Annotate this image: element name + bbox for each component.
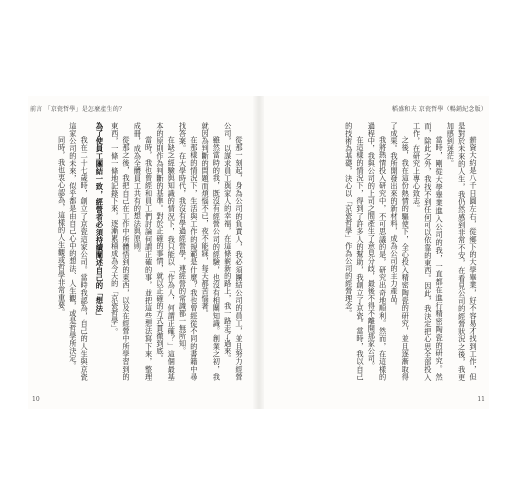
right-page <box>264 96 489 409</box>
paragraph: 從那之後，我把自己在工作中所體悟到的東西，以及在經營中所學習到的東西，一條一條地記錄下來，逐漸累積成為今天的「京瓷哲學」。 <box>110 122 132 381</box>
paragraph: 在這樣的情況下，得到了許多人的幫助，我創立了京瓷。當時，我以自己的技術為基礎，決心以「京瓷哲學」作為公司的經營理念。 <box>344 122 366 381</box>
right-page-number: 11 <box>477 396 485 403</box>
left-running-head: 前言 「京瓷哲學」是怎麼產生的？ <box>30 106 126 113</box>
paragraph: 當時，我也曾經和員工們討論何謂正確的事，並把這些想法寫下來，整理成冊，成為全體員工共有的想法與原則。 <box>133 122 154 381</box>
right-body-text <box>268 122 479 381</box>
left-body-text <box>32 122 245 381</box>
paragraph: 我將熱情投入研究中，不可思議的是，研究出奇地順利。然而，在這樣的過程中，我與公司的上司之間產生了意見分歧，最後不得不離開那家公司。 <box>367 122 388 381</box>
left-page-number: 10 <box>32 396 40 403</box>
paragraph: 從那一刻起，身為公司的負責人，我必須團結公司的員工，並且努力經營公司，以謀求員工與家人的幸福，在這條嶄新的路上，我一路走了過來。 <box>223 122 244 381</box>
section-subheading: 為了使員工團結一致，經營者必須持續闡述自己的「想法」 <box>95 122 105 320</box>
paragraph: 在那樣的情況下，生活與工作的規範是什麼？我也曾經從不同的書籍中尋找答案。在大學時代，我沒有學過經營學，連經營的常識都一無所知。 <box>178 122 199 381</box>
paragraph: 在缺乏經驗與知識的情況下，我只能以「作為人，何謂正確？」這個最基本的原則作為判斷的基準。對於正確的事情，就以正確的方式貫徹到底。 <box>155 122 177 381</box>
right-running-head: 稻盛和夫 京瓷哲學（暢銷紀念版） <box>391 106 487 113</box>
paragraph: 薪資大約是八千日圓左右，從鄉下的大學畢業，好不容易才找到工作，但是對於未來的人生，我仍然感到非常不安，在看見公司的經營狀況之後，我更加感到迷茫。 <box>446 122 478 381</box>
paragraph: 我在二十七歲時，創立了京瓷這家公司。當時我認為，自己的人生與京瓷這家公司的未來，似乎都是由自己心中的想法、人生觀，或是哲學所決定。 <box>68 122 90 381</box>
paragraph: 雖然當時的我，既沒有經營公司的經驗，也沒有相關知識。創業之初，我就因為判斷的問題而煩惱不已，夜不能寐，每天都苦惱著。 <box>201 122 222 381</box>
paragraph: 同時，我也衷心認為，這樣的人生觀或哲學非常重要。 <box>57 136 67 317</box>
paragraph: 當時，剛從大學畢業進入公司的我，一直都在進行精密陶瓷的研究。然而，除此之外，我找不到任何可以依靠的東西。因此，我決定把心思全部投入工作，在研究上專心致志。 <box>412 122 445 381</box>
left-page <box>28 96 253 409</box>
paragraph: 之後，我在這份熱情的驅使下，全心投入精密陶瓷的研究，並且逐漸取得了成果。我所開發出來的新材料，成為公司的主力產品。 <box>389 122 411 381</box>
